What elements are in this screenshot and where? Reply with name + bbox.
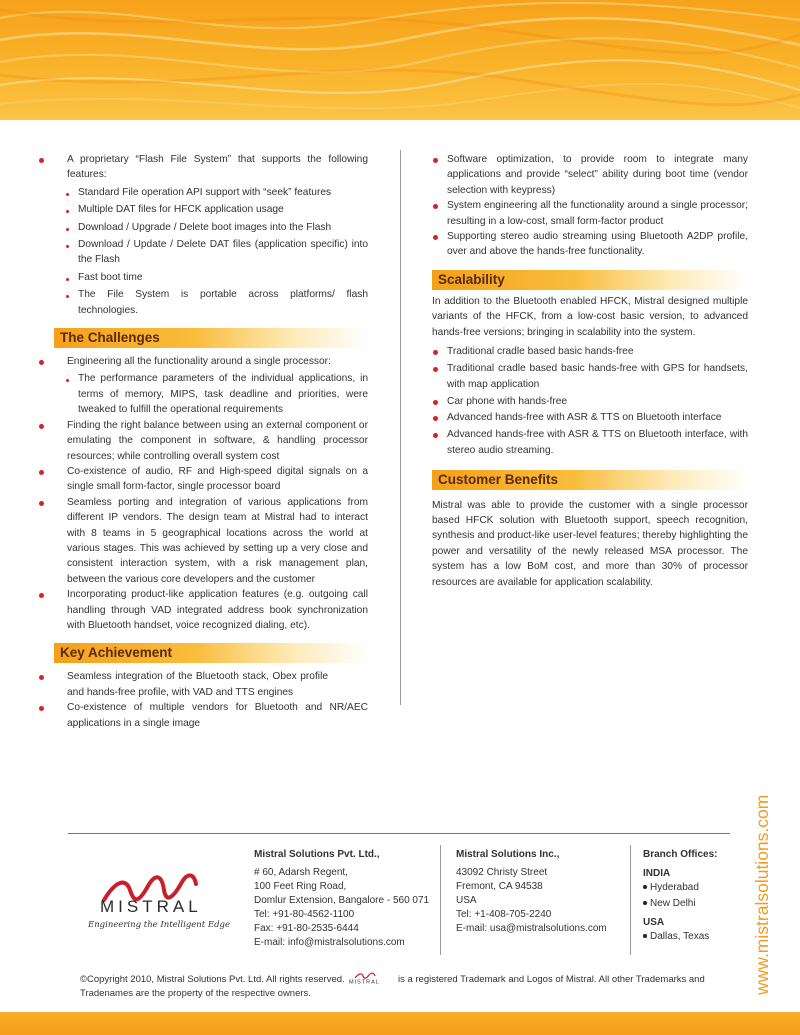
- achievement-list: [38, 669, 368, 731]
- office-title: Mistral Solutions Inc.,: [456, 849, 560, 860]
- list-item: Standard File operation API support with “seek” features: [38, 185, 368, 200]
- list-item: Co-existence of audio, RF and High-speed digital signals on a single small form-factor, single processor board: [38, 464, 368, 495]
- list-item: Fast boot time: [38, 270, 368, 285]
- address-line: Domlur Extension, Bangalore - 560 071: [254, 895, 430, 906]
- footer-separator: [440, 845, 441, 955]
- list-item: The File System is portable across platforms/ flash technologies.: [38, 287, 368, 318]
- list-item: The performance parameters of the individual applications, in terms of memory, MIPS, task deadline and priorities, were tweaked to fulfill the operational requirements: [38, 371, 368, 417]
- country-label: INDIA: [643, 868, 671, 879]
- list-item: Download / Update / Delete DAT files (application specific) into the Flash: [38, 237, 368, 268]
- branch-item: Hyderabad: [643, 881, 738, 895]
- branch-item: New Delhi: [643, 897, 738, 911]
- list-item: Supporting stereo audio streaming using Bluetooth A2DP profile, over and above the hands-free functionality.: [432, 229, 748, 260]
- wave-decoration: [0, 0, 800, 120]
- logo-tagline: Engineering the Intelligent Edge: [88, 920, 231, 930]
- scalability-text: In addition to the Bluetooth enabled HFCK, Mistral designed multiple variants of the HFCK, from a low-cost basic version, to advanced hands-free versions; bringing in scalability into the system.: [432, 295, 748, 338]
- heading-text: The Challenges: [60, 330, 160, 346]
- bullet-icon: [643, 934, 647, 938]
- mistral-mini-logo: [347, 972, 395, 984]
- list-item: Advanced hands-free with ASR & TTS on Bluetooth interface: [432, 410, 748, 427]
- list-item: Engineering all the functionality around a single processor:: [38, 354, 368, 369]
- copyright-notice: [80, 972, 728, 1001]
- right-column: [432, 152, 748, 590]
- phone-line: Tel: +1-408-705-2240: [456, 909, 552, 920]
- bottom-bar: [0, 1012, 800, 1035]
- list-item: Incorporating product-like application features (e.g. outgoing call handling through VAD integrated address book synchronization with Bluetooth handset, voice recognized dialing, etc).: [38, 587, 368, 633]
- column-divider: [400, 150, 401, 705]
- list-item: Software optimization, to provide room to integrate many applications and provide “select” ability during boot time (vendor selection with keypress): [432, 152, 748, 198]
- logo-wordmark: MISTRAL: [100, 897, 202, 916]
- benefits-text: Mistral was able to provide the customer with a single processor based HFCK solution with Bluetooth support, speech recognition, synthesis and product-like user-level features; thereby highlighting the power and versatility of the newly released MSA processor. The system has a low BoM cost, and more than 30% of processor resources are available for application scalability.: [432, 499, 748, 588]
- list-item: A proprietary “Flash File System” that supports the following features:: [38, 152, 368, 183]
- bullet-icon: [643, 901, 647, 905]
- mini-logo-word: MISTRAL: [349, 979, 381, 984]
- branch-offices: [643, 848, 738, 944]
- bullet-icon: [643, 885, 647, 889]
- list-item: Traditional cradle based basic hands-free with GPS for handsets, with map application: [432, 361, 748, 394]
- list-item: Co-existence of multiple vendors for Bluetooth and NR/AEC applications in a single image: [38, 700, 368, 731]
- list-item: Advanced hands-free with ASR & TTS on Bluetooth interface, with stereo audio streaming.: [432, 427, 748, 460]
- branch-item: Dallas, Texas: [643, 930, 738, 944]
- footer-divider: [68, 833, 730, 834]
- list-item: Traditional cradle based basic hands-free: [432, 344, 748, 361]
- flash-features-list: [38, 185, 368, 318]
- list-item: Seamless integration of the Bluetooth stack, Obex profile and hands-free profile, with VAD and TTS engines: [38, 669, 368, 700]
- address-line: 100 Feet Ring Road,: [254, 881, 347, 892]
- left-column: [38, 152, 368, 731]
- address-line: 43092 Christy Street: [456, 867, 548, 878]
- copyright-text: ©Copyright 2010, Mistral Solutions Pvt. Ltd. All rights reserved.: [80, 974, 345, 985]
- optimization-list: [432, 152, 748, 260]
- email-line[interactable]: E-mail: info@mistralsolutions.com: [254, 937, 405, 948]
- scalability-list: [432, 344, 748, 460]
- website-url[interactable]: www.mistralsolutions.com: [752, 794, 772, 995]
- office-title: Mistral Solutions Pvt. Ltd.,: [254, 849, 380, 860]
- copyright-text: is a registered Trademark and Logos of Mistral. All other Trademarks and Tradenames are the property of the respective owners.: [80, 974, 705, 999]
- email-line[interactable]: E-mail: usa@mistralsolutions.com: [456, 923, 607, 934]
- benefits-heading: [432, 470, 748, 490]
- top-banner: [0, 0, 800, 120]
- address-line: # 60, Adarsh Regent,: [254, 867, 348, 878]
- office-india-hq: [254, 848, 434, 950]
- list-item: Car phone with hands-free: [432, 394, 748, 411]
- heading-text: Scalability: [438, 271, 505, 287]
- achievement-heading: [54, 643, 368, 663]
- phone-line: Tel: +91-80-4562-1100: [254, 909, 355, 920]
- list-item: Finding the right balance between using an external component or emulating the component in software, & handling processor resources; while controlling overall system cost: [38, 418, 368, 464]
- challenges-heading: [54, 328, 368, 348]
- challenges-list: [38, 354, 368, 369]
- address-line: USA: [456, 895, 477, 906]
- heading-text: Key Achievement: [60, 645, 173, 661]
- list-item: System engineering all the functionality around a single processor; resulting in a low-cost, small form-factor product: [432, 198, 748, 229]
- list-item: Seamless porting and integration of various applications from different IP vendors. The design team at Mistral had to interact with 8 teams in 5 geographical locations across the world at various stages. This was achieved by setting up a very close and consistent interaction system, with a risk management plan, between the various core developers and the customer: [38, 495, 368, 587]
- office-usa: [456, 848, 626, 936]
- heading-text: Customer Benefits: [438, 471, 559, 487]
- scalability-heading: [432, 270, 748, 290]
- country-label: USA: [643, 917, 665, 928]
- fax-line: Fax: +91-80-2535-6444: [254, 923, 359, 934]
- footer-separator: [630, 845, 631, 955]
- list-item: Download / Upgrade / Delete boot images into the Flash: [38, 220, 368, 235]
- office-title: Branch Offices:: [643, 849, 718, 860]
- address-line: Fremont, CA 94538: [456, 881, 543, 892]
- list-item: Multiple DAT files for HFCK application usage: [38, 202, 368, 217]
